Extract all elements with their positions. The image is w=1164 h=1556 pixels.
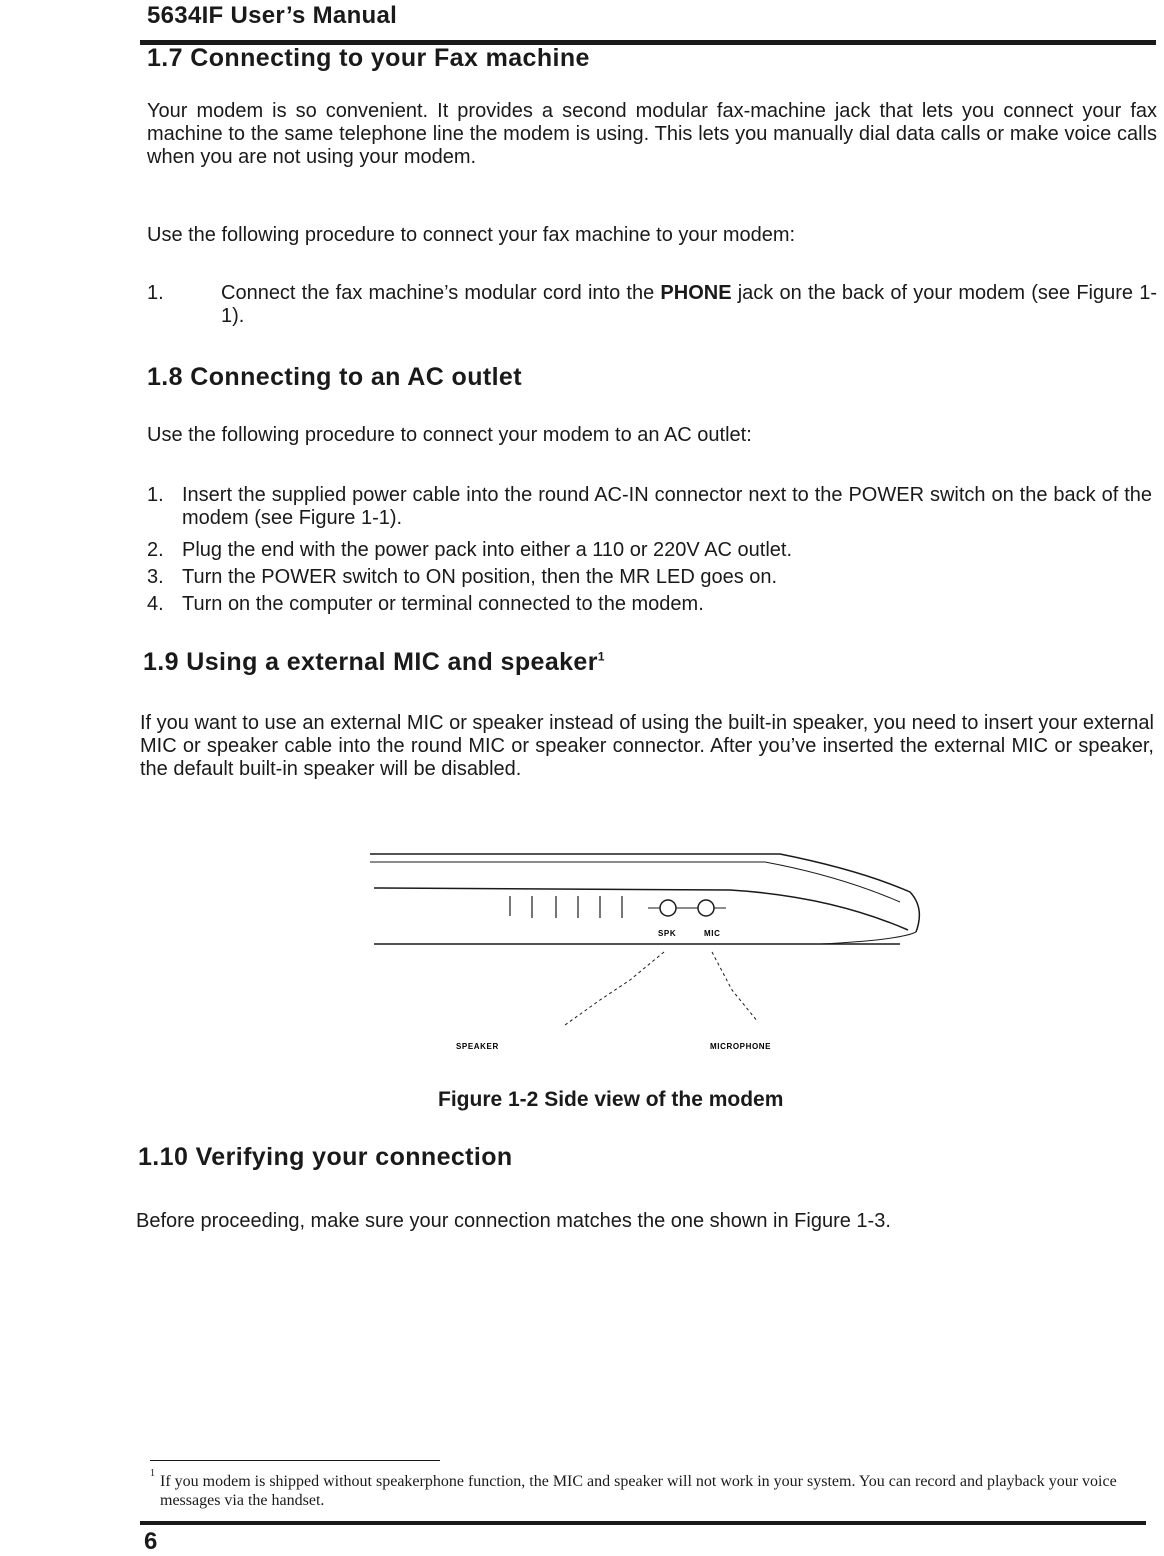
footer-rule <box>140 1521 1146 1525</box>
section-1-8-step-2: 2. Plug the end with the power pack into either a 110 or 220V AC outlet. <box>147 539 793 561</box>
section-1-7-step-1 <box>147 282 1157 332</box>
section-1-9-paragraph: If you want to use an external MIC or speaker instead of using the built-in speaker, you need to insert your external MIC or speaker cable into the round MIC or speaker connector. After you’ve inserted the external MIC or speaker, the default built-in speaker will be disabled. <box>140 712 1154 780</box>
footnote-mark: 1 <box>150 1468 155 1479</box>
microphone-label: MICROPHONE <box>710 1042 772 1051</box>
spk-label: SPK <box>658 929 677 938</box>
footnote-text: If you modem is shipped without speakerphone function, the MIC and speaker will not work in your system. You can record and playback your voice messages via the handset. <box>160 1473 1117 1509</box>
section-1-8-procedure-intro: Use the following procedure to connect your modem to an AC outlet: <box>147 424 752 446</box>
section-1-10-paragraph: Before proceeding, make sure your connection matches the one shown in Figure 1-3. <box>136 1210 891 1232</box>
phone-jack-term: PHONE <box>660 282 732 304</box>
step-number: 1. <box>147 282 164 304</box>
mic-label: MIC <box>704 929 721 938</box>
section-1-7-heading: 1.7 Connecting to your Fax machine <box>147 44 590 72</box>
page-number: 6 <box>144 1528 158 1555</box>
footnote-rule <box>150 1460 440 1461</box>
modem-side-view-figure <box>360 840 940 1060</box>
section-1-9-heading: 1.9 Using a external MIC and speaker$^1$ <box>143 648 605 676</box>
microphone-jack <box>698 900 714 916</box>
section-1-7-procedure-intro: Use the following procedure to connect your fax machine to your modem: <box>147 224 796 246</box>
speaker-leader-line <box>565 952 664 1025</box>
footnote-reference: 1 <box>597 649 605 664</box>
section-1-8-step-1: 1. Insert the supplied power cable into the round AC-IN connector next to the POWER switch on the back of the modem (see Figure 1-1). <box>147 484 1152 529</box>
section-1-10-heading: 1.10 Verifying your connection <box>138 1143 513 1171</box>
vent-slots <box>510 896 622 918</box>
speaker-label: SPEAKER <box>456 1042 499 1051</box>
section-1-8-heading: 1.8 Connecting to an AC outlet <box>147 363 522 391</box>
speaker-jack <box>660 900 676 916</box>
section-1-8-step-3: 3. Turn the POWER switch to ON position, then the MR LED goes on. <box>147 566 778 588</box>
section-1-8-step-4: 4. Turn on the computer or terminal connected to the modem. <box>147 593 704 615</box>
running-header: 5634IF User’s Manual <box>147 2 398 29</box>
modem-body-outline <box>374 888 908 930</box>
microphone-leader-line <box>712 952 758 1022</box>
modem-top-outline <box>370 854 919 932</box>
figure-caption: Figure 1-2 Side view of the modem <box>438 1088 784 1111</box>
step-text: Connect the fax machine’s modular cord into the PHONE jack on the back of your modem (see Figure 1-1). <box>221 282 1157 327</box>
section-1-7-paragraph: Your modem is so convenient. It provides a second modular fax-machine jack that lets you connect your fax machine to the same telephone line the modem is using. This lets you manually dial data calls or make voice calls when you are not using your modem. <box>147 100 1157 168</box>
